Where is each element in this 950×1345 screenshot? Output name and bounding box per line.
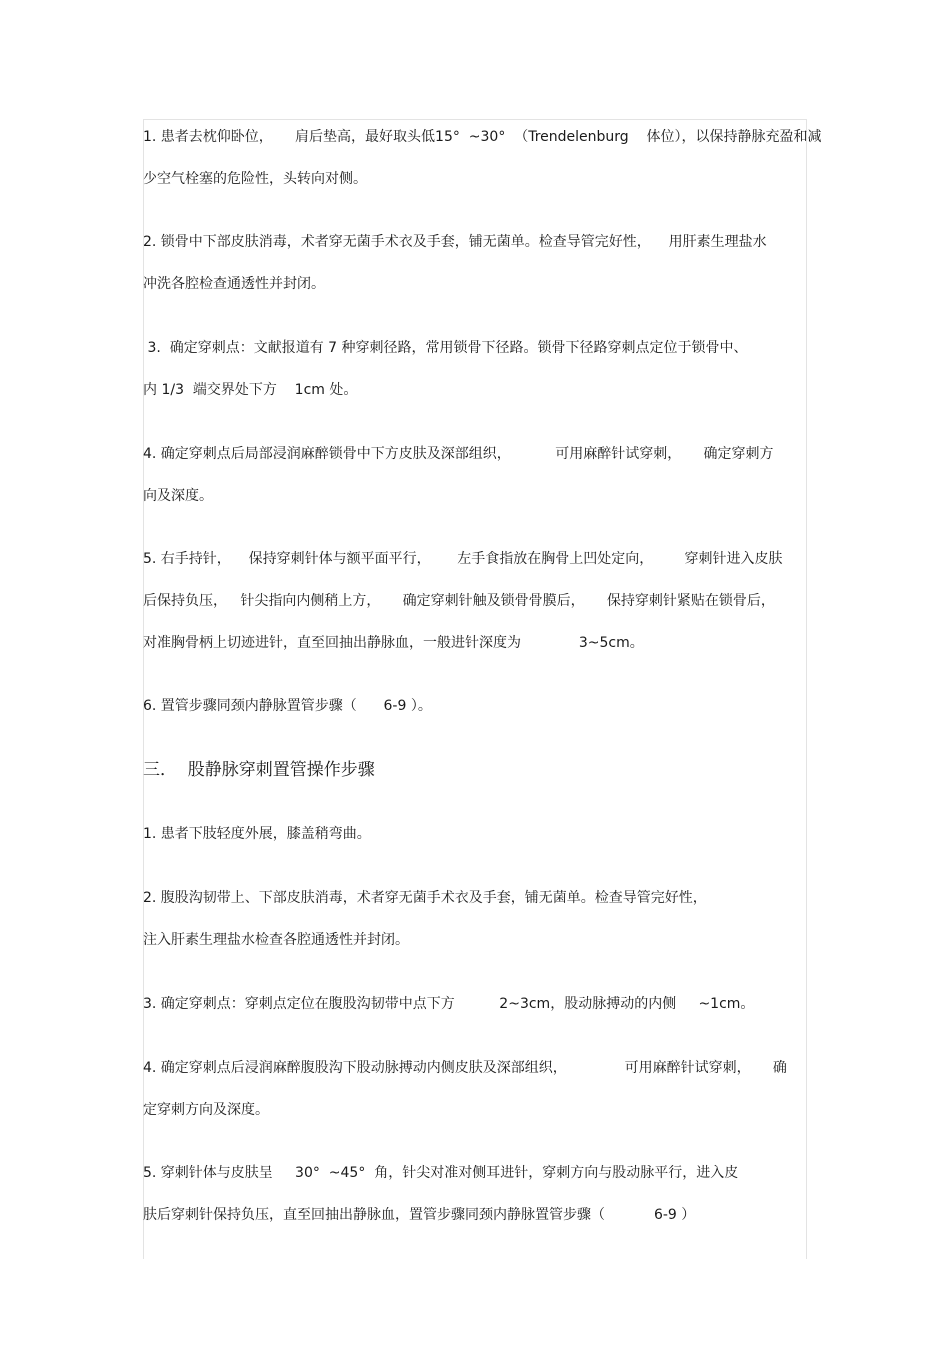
text-line: 3. 确定穿刺点：穿刺点定位在腹股沟韧带中点下方 2~3cm，股动脉搏动的内侧 ~1cm。 bbox=[143, 996, 755, 1012]
text-line: 1. 患者去枕仰卧位， 肩后垫高，最好取头低15° ~30° （Trendelenburg 体位），以保持静脉充盈和减 bbox=[143, 129, 822, 145]
text-line: 对准胸骨柄上切迹进针，直至回抽出静脉血，一般进针深度为 3~5cm。 bbox=[143, 635, 644, 651]
text-line: 2. 锁骨中下部皮肤消毒，术者穿无菌手术衣及手套，铺无菌单。检查导管完好性， 用肝素生理盐水 bbox=[143, 234, 767, 250]
text-line: 后保持负压， 针尖指向内侧稍上方， 确定穿刺针触及锁骨骨膜后， 保持穿刺针紧贴在锁骨后， bbox=[143, 593, 775, 609]
text-line: 注入肝素生理盐水检查各腔通透性并封闭。 bbox=[143, 932, 409, 948]
text-line: 1. 患者下肢轻度外展，膝盖稍弯曲。 bbox=[143, 826, 371, 842]
text-line: 定穿刺方向及深度。 bbox=[143, 1102, 269, 1118]
text-line: 4. 确定穿刺点后局部浸润麻醉锁骨中下方皮肤及深部组织， 可用麻醉针试穿刺， 确定穿刺方 bbox=[143, 446, 774, 462]
text-line: 向及深度。 bbox=[143, 488, 213, 504]
text-line: 4. 确定穿刺点后浸润麻醉腹股沟下股动脉搏动内侧皮肤及深部组织， 可用麻醉针试穿刺， 确 bbox=[143, 1060, 787, 1076]
text-line: 5. 穿刺针体与皮肤呈 30° ~45° 角，针尖对准对侧耳进针，穿刺方向与股动脉平行，进入皮 bbox=[143, 1165, 739, 1181]
text-line: 内 1/3 端交界处下方 1cm 处。 bbox=[143, 382, 358, 398]
text-line: 5. 右手持针， 保持穿刺针体与额平面平行， 左手食指放在胸骨上凹处定向， 穿刺针进入皮肤 bbox=[143, 551, 783, 567]
text-line: 6. 置管步骤同颈内静脉置管步骤（ 6-9 ）。 bbox=[143, 698, 432, 714]
text-line: 2. 腹股沟韧带上、下部皮肤消毒，术者穿无菌手术衣及手套，铺无菌单。检查导管完好性， bbox=[143, 890, 707, 906]
text-line: 冲洗各腔检查通透性并封闭。 bbox=[143, 276, 325, 292]
text-line: 肤后穿刺针保持负压，直至回抽出静脉血，置管步骤同颈内静脉置管步骤（ 6-9 ） bbox=[143, 1207, 696, 1223]
text-line: 3. 确定穿刺点：文献报道有 7 种穿刺径路，常用锁骨下径路。锁骨下径路穿刺点定位于锁骨中、 bbox=[143, 340, 748, 356]
section-heading: 三． 股静脉穿刺置管操作步骤 bbox=[143, 760, 375, 780]
text-line: 少空气栓塞的危险性，头转向对侧。 bbox=[143, 171, 367, 187]
